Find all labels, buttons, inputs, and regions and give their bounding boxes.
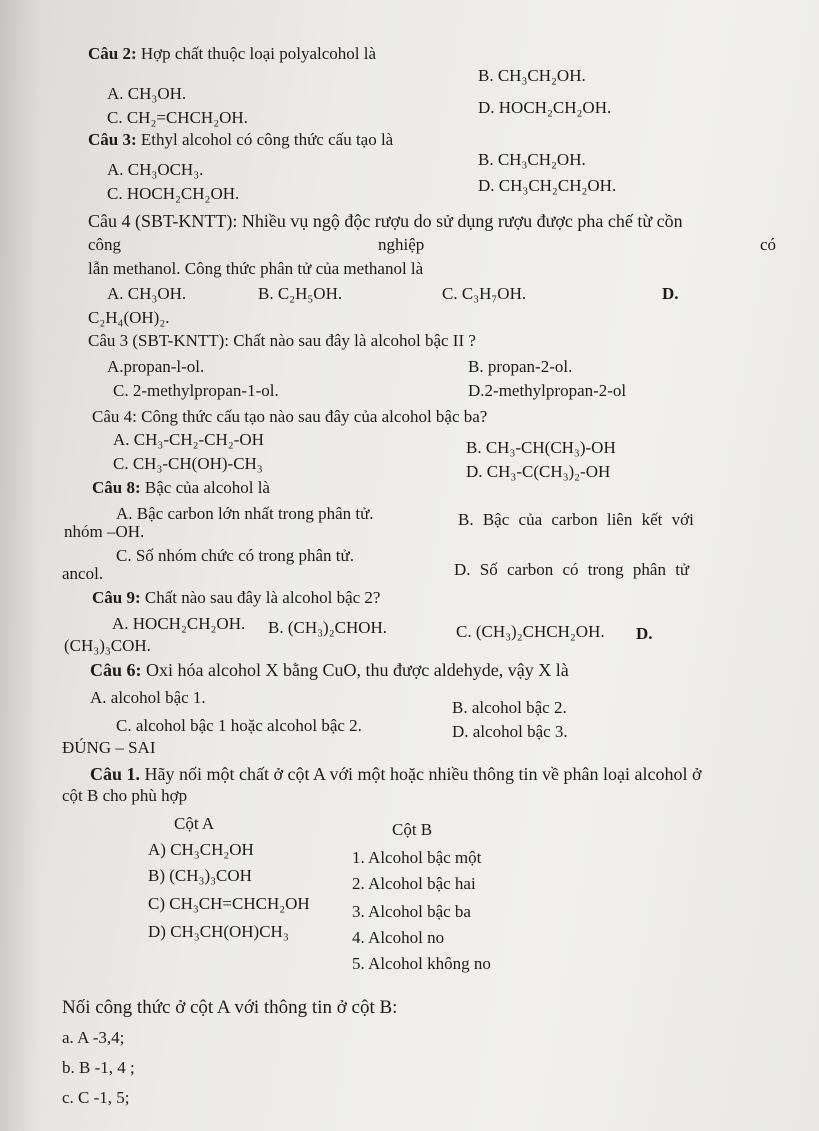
q4a-option-b: B. C₂H₅OH.: [258, 284, 343, 303]
q4a-word-cong: công: [88, 235, 122, 254]
q9-option-a: A. HOCH₂CH₂OH.: [112, 614, 246, 633]
q3b-option-c: C. 2-methylpropan-1-ol.: [113, 381, 279, 400]
column-b-item: 4. Alcohol no: [352, 928, 445, 947]
q9-option-d-value: (CH₃)₃COH.: [64, 636, 151, 655]
q3b-option-d: D.2-methylpropan-2-ol: [468, 381, 627, 400]
column-a-item: B) (CH₃)₃COH: [148, 866, 252, 885]
column-a-item: A) CH₃CH₂OH: [148, 840, 254, 859]
q6-option-b: B. alcohol bậc 2.: [452, 698, 567, 717]
page-fold-shadow: [0, 0, 40, 1131]
column-a-header: Cột A: [174, 814, 215, 833]
q3b-stem: Câu 3 (SBT-KNTT): Chất nào sau đây là alcohol bậc II ?: [88, 331, 476, 350]
q9-option-c: C. (CH₃)₂CHCH₂OH.: [456, 622, 605, 641]
column-b-item: 5. Alcohol không no: [352, 954, 491, 973]
q4b-option-a: A. CH₃-CH₂-CH₂-OH: [113, 430, 264, 449]
column-a-item: D) CH₃CH(OH)CH₃: [148, 922, 289, 941]
q6-option-a: A. alcohol bậc 1.: [90, 688, 206, 707]
section-title: ĐÚNG – SAI: [62, 738, 156, 757]
q3a-option-a: A. CH₃OCH₃.: [107, 160, 204, 179]
q2-option-c: C. CH₂=CHCH₂OH.: [107, 108, 248, 127]
q4a-word-co: có: [760, 235, 777, 254]
q8-stem: Câu 8: Bậc của alcohol là: [92, 478, 270, 497]
column-b-header: Cột B: [392, 820, 433, 839]
match-answer: c. C -1, 5;: [62, 1088, 130, 1107]
q8-option-d: D. Số carbon có trong phân tử: [454, 560, 690, 579]
q2-stem: Câu 2: Hợp chất thuộc loại polyalcohol là: [88, 44, 377, 63]
q4a-option-d-value: C₂H₄(OH)₂.: [88, 308, 170, 327]
q3a-stem: Câu 3: Ethyl alcohol có công thức cấu tạo là: [88, 130, 394, 149]
q8-option-b: B. Bậc của carbon liên kết với: [458, 510, 694, 529]
column-b-item: 2. Alcohol bậc hai: [352, 874, 476, 893]
q4b-option-b: B. CH₃-CH(CH₃)-OH: [466, 438, 616, 457]
q4b-stem: Câu 4: Công thức cấu tạo nào sau đây của alcohol bậc ba?: [92, 407, 488, 426]
column-b-item: 3. Alcohol bậc ba: [352, 902, 471, 921]
q3b-option-a: A.propan-l-ol.: [107, 357, 205, 376]
q9-option-b: B. (CH₃)₂CHOH.: [268, 618, 388, 637]
q4a-stem: Câu 4 (SBT-KNTT): Nhiều vụ ngộ độc rượu do sử dụng rượu được pha chế từ cồn: [88, 211, 683, 231]
column-b-item: 1. Alcohol bậc một: [352, 848, 482, 867]
q9-option-d: D.: [636, 624, 653, 643]
q8-option-b-cont: nhóm –OH.: [64, 522, 145, 541]
q4b-option-c: C. CH₃-CH(OH)-CH₃: [113, 454, 263, 473]
q3a-option-c: C. HOCH₂CH₂OH.: [107, 184, 240, 203]
q8-option-c: C. Số nhóm chức có trong phân tử.: [116, 546, 354, 565]
q2-option-d: D. HOCH₂CH₂OH.: [478, 98, 612, 117]
q8-option-a: A. Bậc carbon lớn nhất trong phân tử.: [116, 504, 374, 523]
q3a-option-b: B. CH₃CH₂OH.: [478, 150, 586, 169]
q6-stem: Câu 6: Oxi hóa alcohol X bằng CuO, thu được aldehyde, vậy X là: [90, 660, 569, 680]
q4a-option-d: D.: [662, 284, 679, 303]
q9-stem: Câu 9: Chất nào sau đây là alcohol bậc 2?: [92, 588, 381, 607]
q3b-option-b: B. propan-2-ol.: [468, 357, 573, 376]
match-answer: b. B -1, 4 ;: [62, 1058, 135, 1077]
match-stem-line2: cột B cho phù hợp: [62, 786, 188, 805]
match-instruction: Nối công thức ở cột A với thông tin ở cột B:: [62, 997, 398, 1018]
q2-option-a: A. CH₃OH.: [107, 84, 187, 103]
q8-option-d-cont: ancol.: [62, 564, 104, 583]
q4a-option-a: A. CH₃OH.: [107, 284, 187, 303]
q2-option-b: B. CH₃CH₂OH.: [478, 66, 586, 85]
q3a-option-d: D. CH₃CH₂CH₂OH.: [478, 176, 617, 195]
column-a-item: C) CH₃CH=CHCH₂OH: [148, 894, 310, 913]
q4b-option-d: D. CH₃-C(CH₃)₂-OH: [466, 462, 611, 481]
q4a-option-c: C. C₃H₇OH.: [442, 284, 527, 303]
q6-option-c: C. alcohol bậc 1 hoặc alcohol bậc 2.: [116, 716, 362, 735]
q6-option-d: D. alcohol bậc 3.: [452, 722, 568, 741]
q4a-word-nghiep: nghiệp: [378, 235, 425, 254]
match-answer: a. A -3,4;: [62, 1028, 125, 1047]
q4a-stem-line3: lẫn methanol. Công thức phân tử của methanol là: [88, 259, 424, 278]
match-stem: Câu 1. Hãy nối một chất ở cột A với một hoặc nhiều thông tin về phân loại alcohol ở: [90, 764, 702, 784]
